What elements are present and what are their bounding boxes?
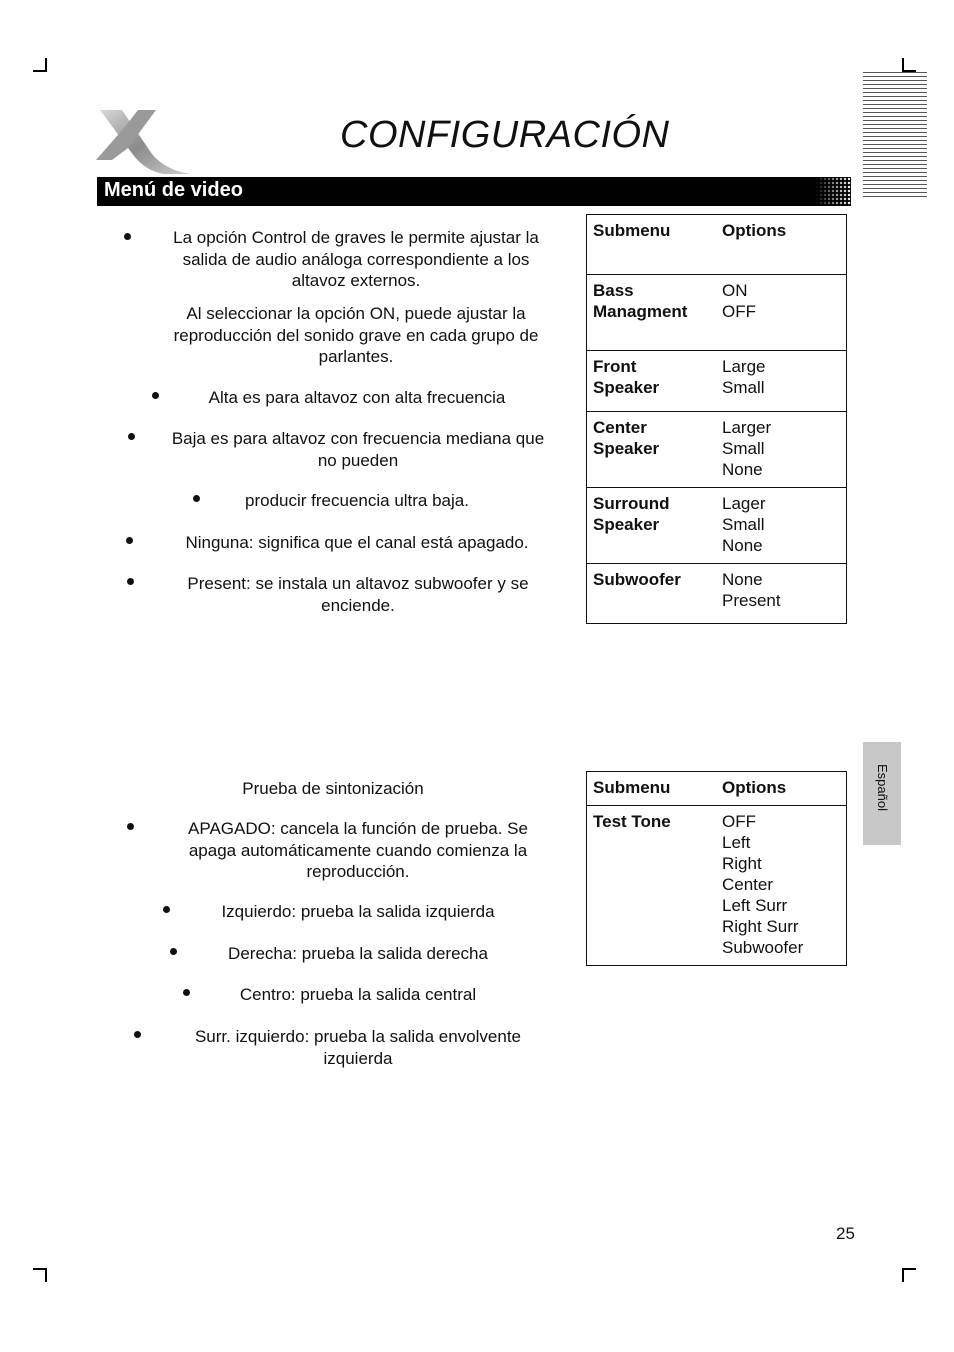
table-header-submenu: Submenu <box>587 215 717 275</box>
bullet-icon <box>163 906 170 913</box>
submenu-name: Front <box>593 357 637 376</box>
submenu-name: Bass <box>593 281 634 300</box>
page-number: 25 <box>836 1224 855 1243</box>
list-item: Derecha: prueba la salida derecha <box>228 944 488 963</box>
submenu-name: Test Tone <box>593 812 671 831</box>
bullet-icon <box>127 823 134 830</box>
option-value: None <box>722 460 763 479</box>
option-value: Center <box>722 875 774 894</box>
option-value: Larger <box>722 418 772 437</box>
crop-mark-top-right <box>902 58 916 72</box>
list-item: APAGADO: cancela la función de prueba. Se apaga automáticamente cuando comienza la reproducción. <box>188 819 528 881</box>
table-row <box>587 275 847 351</box>
submenu-name: Subwoofer <box>593 570 681 589</box>
intro-paragraph-2: Al seleccionar la opción ON, puede ajustar la reproducción del sonido grave en cada grupo de parlantes. <box>173 304 539 366</box>
option-value: Subwoofer <box>722 938 804 957</box>
table-row <box>587 564 847 624</box>
table-row <box>587 806 847 966</box>
table-row <box>587 488 847 564</box>
bullet-icon <box>170 948 177 955</box>
intro-paragraph-1: La opción Control de graves le permite ajustar la salida de audio análoga correspondiente a los altavoz externos. <box>173 228 539 290</box>
table-row <box>587 351 847 412</box>
submenu-name: Managment <box>593 302 688 321</box>
option-value: Left <box>722 833 751 852</box>
table-header-options: Options <box>716 215 847 275</box>
test-tone-heading: Prueba de sintonización <box>242 779 424 798</box>
list-item: Present: se instala un altavoz subwoofer y se enciende. <box>187 574 529 615</box>
option-value: ON <box>722 281 748 300</box>
option-value: Present <box>722 591 781 610</box>
option-value: Lager <box>722 494 766 513</box>
option-value: Right <box>722 854 762 873</box>
list-item: Surr. izquierdo: prueba la salida envolvente izquierda <box>194 1027 522 1068</box>
bullet-icon <box>128 433 135 440</box>
option-value: Right Surr <box>722 917 799 936</box>
option-value: Left Surr <box>722 896 788 915</box>
option-value: Small <box>722 515 765 534</box>
option-value: None <box>722 570 763 589</box>
page-title: CONFIGURACIÓN <box>340 114 670 156</box>
bullet-icon <box>126 537 133 544</box>
submenu-name: Speaker <box>593 439 660 458</box>
option-value: Small <box>722 439 765 458</box>
submenu-name: Surround <box>593 494 670 513</box>
option-value: Small <box>722 378 765 397</box>
bullet-icon <box>127 578 134 585</box>
bullet-icon <box>152 392 159 399</box>
list-item: producir frecuencia ultra baja. <box>245 491 469 510</box>
submenu-name: Center <box>593 418 647 437</box>
bullet-icon <box>134 1031 141 1038</box>
option-value: None <box>722 536 763 555</box>
table-row <box>587 412 847 488</box>
dot-pattern <box>815 177 851 206</box>
table-header-options: Options <box>716 772 847 806</box>
test-tone-table <box>586 771 847 966</box>
table-header-submenu: Submenu <box>587 772 717 806</box>
option-value: Large <box>722 357 766 376</box>
crop-mark-bottom-right <box>902 1268 916 1282</box>
submenu-name: Speaker <box>593 515 660 534</box>
list-item: Ninguna: significa que el canal está apagado. <box>185 533 529 552</box>
bullet-icon <box>124 233 131 240</box>
language-side-tab <box>863 742 901 845</box>
bullet-icon <box>193 495 200 502</box>
crop-mark-bottom-left <box>33 1268 47 1282</box>
section-title: Menú de video <box>104 179 243 201</box>
edge-stripes <box>863 72 927 200</box>
brand-logo-icon <box>94 108 194 176</box>
option-value: OFF <box>722 812 756 831</box>
section-header-bar <box>97 177 851 206</box>
crop-mark-top-left <box>33 58 47 72</box>
list-item: Baja es para altavoz con frecuencia mediana que no pueden <box>171 429 545 470</box>
list-item: Centro: prueba la salida central <box>239 985 477 1004</box>
list-item: Alta es para altavoz con alta frecuencia <box>208 388 506 407</box>
language-label: Español <box>875 764 890 811</box>
option-value: OFF <box>722 302 756 321</box>
speaker-options-table <box>586 214 847 624</box>
submenu-name: Speaker <box>593 378 660 397</box>
bullet-icon <box>183 989 190 996</box>
list-item: Izquierdo: prueba la salida izquierda <box>221 902 495 921</box>
